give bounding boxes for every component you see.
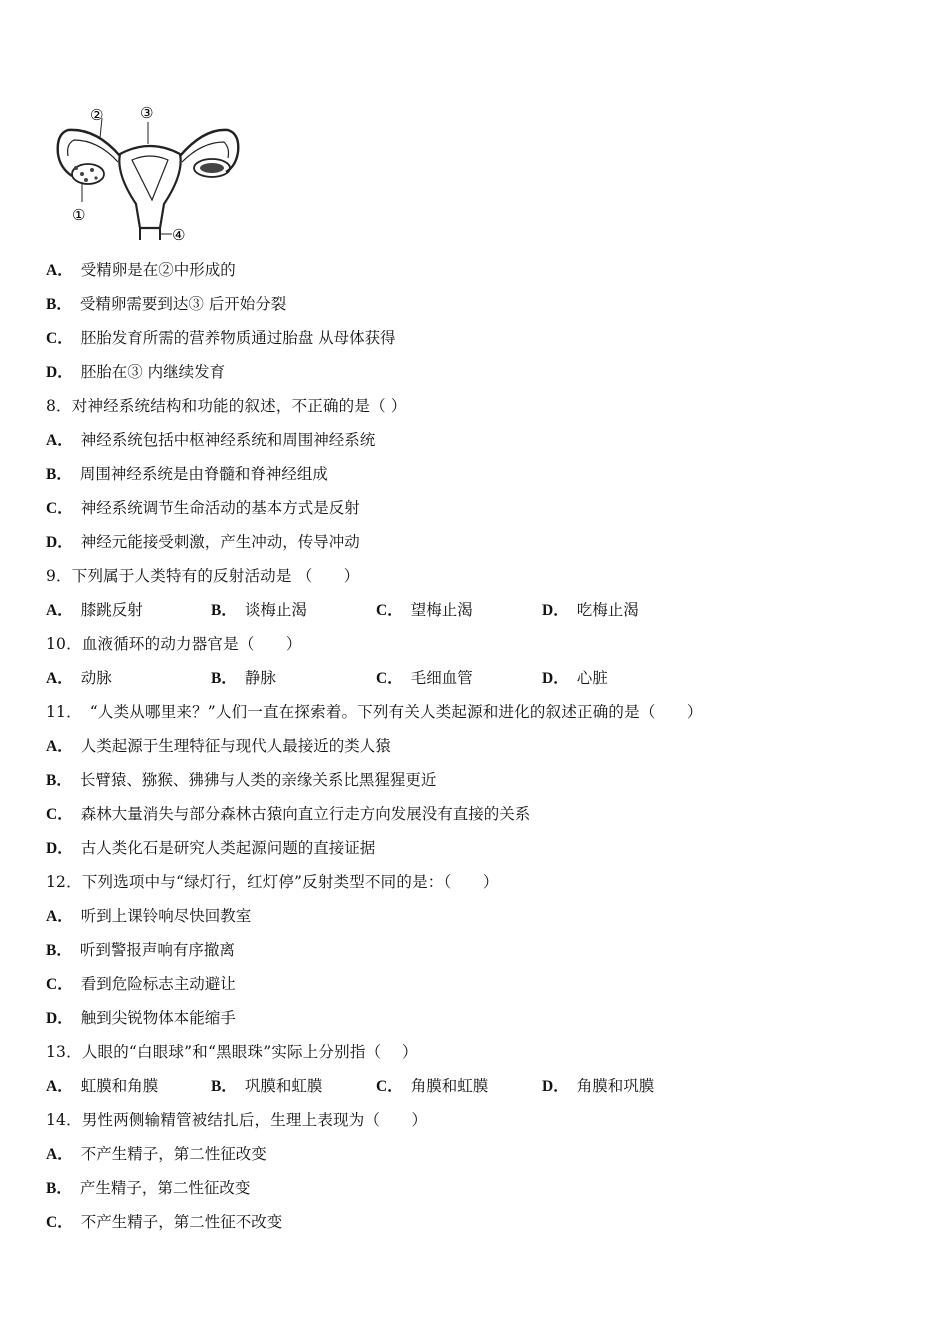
label-2: ② [90,106,104,124]
q10-options-row [46,668,906,688]
q10-option-d: D． 心脏 [542,669,608,687]
q11-option-a: A． 人类起源于生理特征与现代人最接近的类人猿 [46,737,391,755]
q11-option-b: B． 长臂猿、猕猴、狒狒与人类的亲缘关系比黑猩猩更近 [46,771,437,789]
q10-stem: 10．血液循环的动力器官是（ ） [46,635,302,653]
q13-option-c: C． 角膜和虹膜 [376,1077,489,1095]
q14-option-b: B． 产生精子，第二性征改变 [46,1179,251,1197]
q9-stem: 9．下列属于人类特有的反射活动是 （ ） [46,567,360,585]
label-4: ④ [172,226,186,244]
q12-option-b: B． 听到警报声响有序撤离 [46,941,235,959]
q12-option-d: D． 触到尖锐物体本能缩手 [46,1009,236,1027]
q13-option-d: D． 角膜和巩膜 [542,1077,655,1095]
q13-stem: 13．人眼的“白眼球”和“黑眼珠”实际上分别指（ ） [46,1043,418,1061]
label-1: ① [72,206,86,224]
label-3: ③ [140,104,154,122]
q7-option-b: B． 受精卵需要到达③ 后开始分裂 [46,295,287,313]
q9-option-a: A． 膝跳反射 [46,601,143,619]
q10-option-b: B． 静脉 [211,669,276,687]
q7-option-d: D． 胚胎在③ 内继续发育 [46,363,226,381]
q13-option-b: B． 巩膜和虹膜 [211,1077,323,1095]
q8-option-c: C． 神经系统调节生命活动的基本方式是反射 [46,499,360,517]
q8-option-d: D． 神经元能接受刺激，产生冲动，传导冲动 [46,533,360,551]
q9-option-c: C． 望梅止渴 [376,601,473,619]
q9-option-d: D． 吃梅止渴 [542,601,639,619]
q14-option-c: C． 不产生精子，第二性征不改变 [46,1213,283,1231]
q11-option-d: D． 古人类化石是研究人类起源问题的直接证据 [46,839,376,857]
q10-option-c: C． 毛细血管 [376,669,473,687]
q8-option-a: A． 神经系统包括中枢神经系统和周围神经系统 [46,431,376,449]
q12-stem: 12．下列选项中与“绿灯行，红灯停”反射类型不同的是：（ ） [46,873,499,891]
q7-option-c: C． 胚胎发育所需的营养物质通过胎盘 从母体获得 [46,329,396,347]
q14-stem: 14．男性两侧输精管被结扎后，生理上表现为（ ） [46,1111,428,1129]
uterus-diagram [52,104,248,248]
q13-option-a: A． 虹膜和角膜 [46,1077,159,1095]
q11-option-c: C． 森林大量消失与部分森林古猿向直立行走方向发展没有直接的关系 [46,805,531,823]
q9-options-row [46,600,906,620]
q9-option-b: B． 谈梅止渴 [211,601,307,619]
q8-stem: 8．对神经系统结构和功能的叙述，不正确的是（ ） [46,397,407,415]
q7-option-a: A． 受精卵是在②中形成的 [46,261,236,279]
q10-option-a: A． 动脉 [46,669,112,687]
q12-option-c: C． 看到危险标志主动避让 [46,975,236,993]
q8-option-b: B． 周围神经系统是由脊髓和脊神经组成 [46,465,328,483]
q12-option-a: A． 听到上课铃响尽快回教室 [46,907,252,925]
q11-stem: 11． “人类从哪里来？”人们一直在探索着。下列有关人类起源和进化的叙述正确的是（ ） [46,703,703,721]
q14-option-a: A． 不产生精子，第二性征改变 [46,1145,267,1163]
q13-options-row [46,1076,906,1096]
